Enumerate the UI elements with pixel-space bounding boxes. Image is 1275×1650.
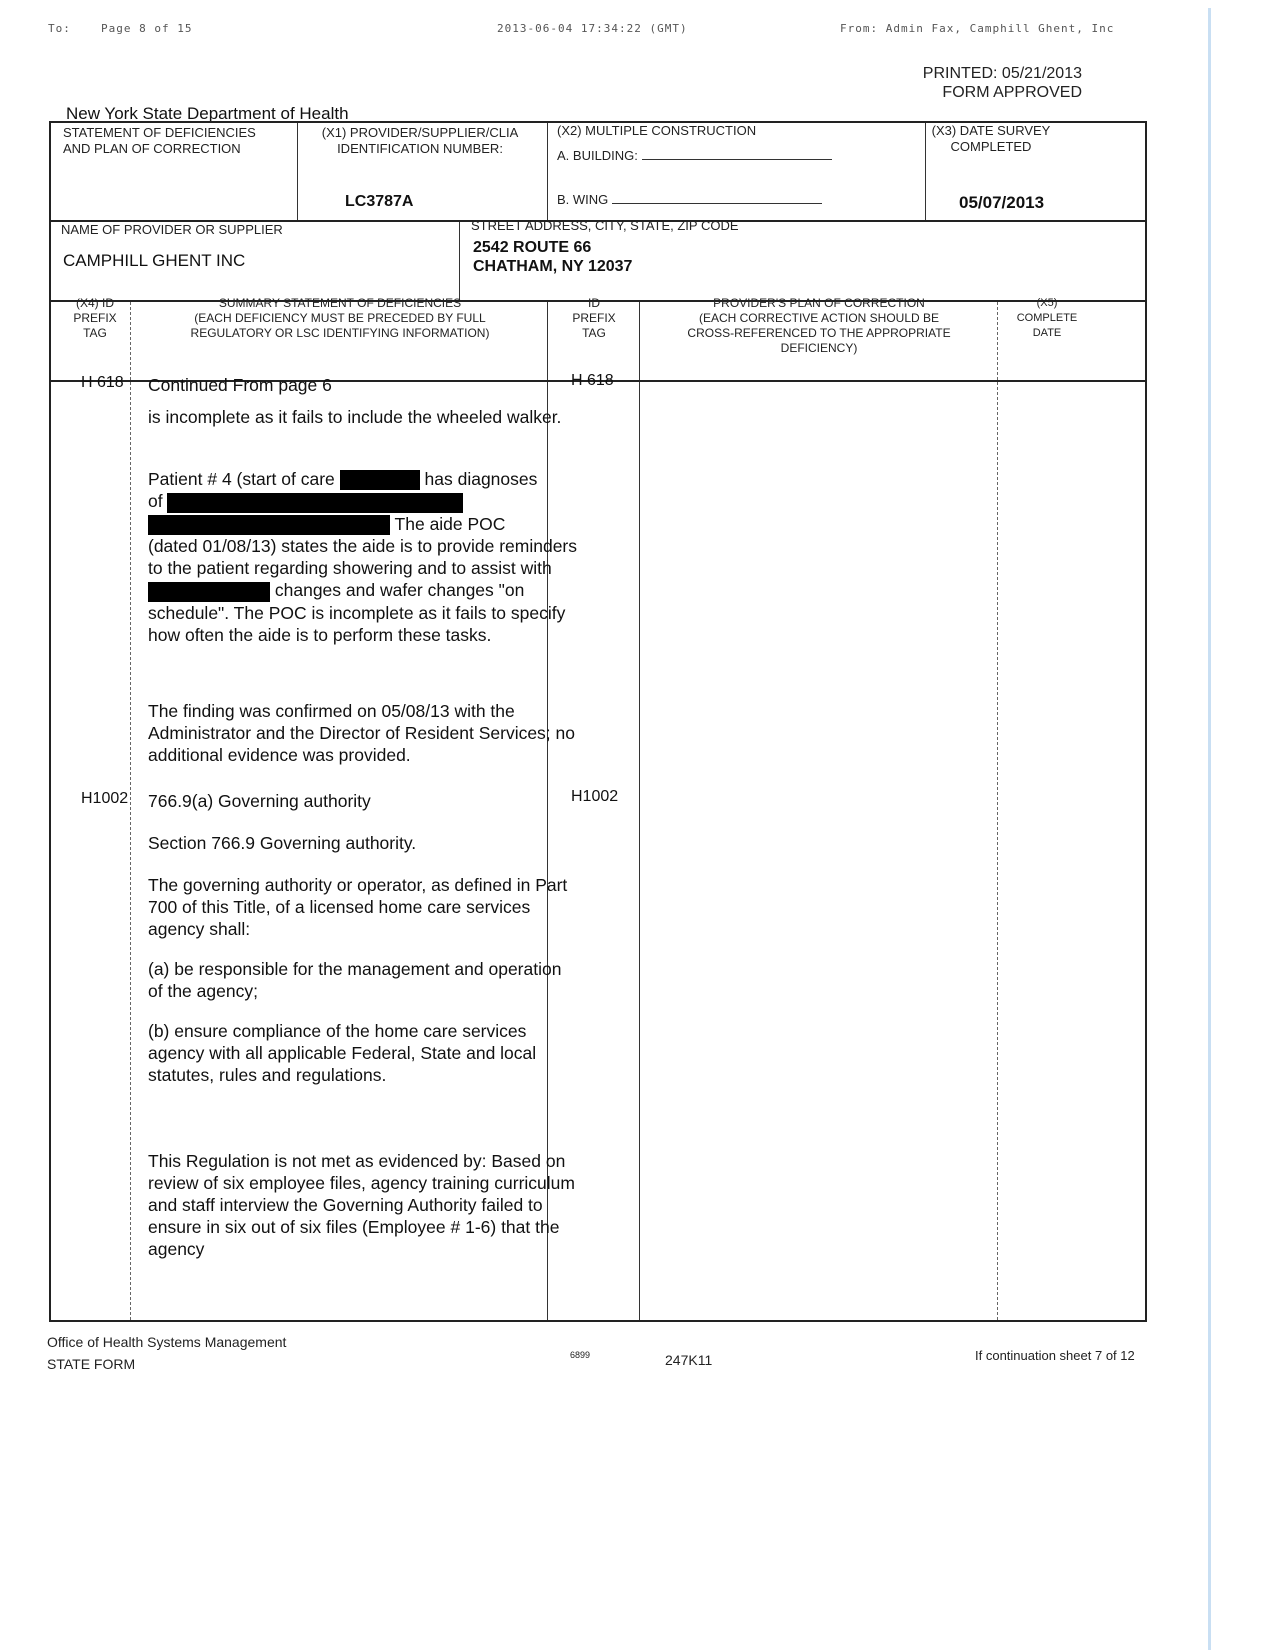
text-section-766: Section 766.9 Governing authority.: [148, 833, 417, 853]
text-patient4-e: (dated 01/08/13) states the aide is to provide reminders to the patient regarding showering and to assist with: [148, 536, 577, 579]
building-field: [557, 147, 832, 164]
wing-label: B. WING: [557, 192, 609, 207]
id-tag-h618: H 618: [571, 372, 614, 389]
printed-block: [923, 64, 1082, 102]
header-row-provider: [49, 218, 1147, 302]
statement-label: STATEMENT OF DEFICIENCIES AND PLAN OF CORRECTION: [63, 125, 256, 156]
col-x5-header: (X5) COMPLETE DATE: [1016, 297, 1078, 339]
footer-code-small: 6899: [570, 1350, 591, 1360]
wing-line: [612, 191, 822, 204]
provider-name: CAMPHILL GHENT INC: [63, 251, 246, 270]
header-row-identification: [49, 121, 1147, 222]
text-governing-def: The governing authority or operator, as defined in Part 700 of this Title, of a licensed home care services agency shall:: [148, 875, 568, 939]
address-line1: 2542 ROUTE 66: [473, 239, 592, 256]
text-incomplete: is incomplete as it fails to include the wheeled walker.: [148, 407, 562, 427]
redaction-box: [340, 470, 420, 490]
address-line2: CHATHAM, NY 12037: [473, 258, 633, 275]
x1-label: (X1) PROVIDER/SUPPLIER/CLIA IDENTIFICATION NUMBER:: [321, 125, 519, 156]
col-summary-header: SUMMARY STATEMENT OF DEFICIENCIES (EACH DEFICIENCY MUST BE PRECEDED BY FULL REGULATORY OR LSC IDENTIFYING INFORMATION): [190, 296, 490, 340]
col-x4-header: (X4) ID PREFIX TAG: [73, 296, 117, 340]
provider-name-label: NAME OF PROVIDER OR SUPPLIER: [61, 222, 283, 237]
text-regulation-not-met: This Regulation is not met as evidenced by: Based on review of six employee files, agency training curriculum and staff interview the Governing Authority failed to ensure in six out of six files (Employee # 1-6) that the agency: [148, 1151, 575, 1259]
x3-label: (X3) DATE SURVEY COMPLETED: [931, 123, 1051, 154]
form-status: FORM APPROVED: [942, 84, 1082, 101]
footer-continuation: If continuation sheet 7 of 12: [975, 1348, 1135, 1363]
deficiency-body: [49, 372, 1147, 1322]
building-line: [642, 147, 832, 160]
col-plan-header: PROVIDER'S PLAN OF CORRECTION (EACH CORRECTIVE ACTION SHOULD BE CROSS-REFERENCED TO THE APPROPRIATE DEFICIENCY): [687, 296, 951, 355]
text-patient4-a: Patient # 4 (start of care: [148, 469, 335, 489]
text-governing-authority-title: 766.9(a) Governing authority: [148, 791, 371, 811]
agency-name: New York State Department of Health: [66, 104, 349, 123]
tag-h618: H 618: [81, 374, 124, 391]
redaction-box: [167, 493, 463, 513]
redaction-box: [148, 582, 270, 602]
footer-state-form: STATE FORM: [47, 1356, 136, 1372]
building-label: A. BUILDING:: [557, 148, 638, 163]
text-patient4-d: The aide POC: [394, 513, 506, 534]
footer-office: Office of Health Systems Management: [47, 1334, 287, 1350]
text-patient4-c: of: [148, 491, 163, 512]
text-item-a: (a) be responsible for the management and operation of the agency;: [148, 959, 562, 1001]
text-patient4-f: changes and wafer changes "on schedule". The POC is incomplete as it fails to specify how often the aide is to perform these tasks.: [148, 580, 566, 645]
text-patient4: [148, 468, 578, 646]
fax-timestamp: 2013-06-04 17:34:22 (GMT): [497, 22, 688, 35]
x2-label: (X2) MULTIPLE CONSTRUCTION: [557, 123, 757, 138]
page-edge-line: [1208, 8, 1211, 1650]
x3-value: 05/07/2013: [959, 193, 1045, 212]
text-item-b: (b) ensure compliance of the home care services agency with all applicable Federal, State and local statutes, rules and regulations.: [148, 1021, 537, 1085]
text-finding-confirmed: The finding was confirmed on 05/08/13 with the Administrator and the Director of Resident Services; no additional evidence was provided.: [148, 701, 575, 765]
address-label: STREET ADDRESS, CITY, STATE, ZIP CODE: [471, 218, 739, 233]
x1-value: LC3787A: [345, 193, 414, 210]
fax-page: Page 8 of 15: [101, 22, 193, 35]
id-tag-h1002: H1002: [571, 788, 619, 805]
fax-from: From: Admin Fax, Camphill Ghent, Inc: [840, 22, 1115, 35]
column-header-row: [49, 296, 1147, 382]
tag-h1002: H1002: [81, 790, 129, 807]
text-patient4-b: has diagnoses: [424, 469, 538, 489]
address-block: [473, 238, 632, 276]
fax-to: To:: [48, 22, 71, 35]
redaction-box: [148, 515, 390, 535]
printed-date: PRINTED: 05/21/2013: [922, 65, 1082, 82]
wing-field: [557, 191, 822, 208]
col-id-header: ID PREFIX TAG: [572, 296, 616, 340]
footer-code: 247K11: [665, 1352, 713, 1368]
text-continued: Continued From page 6: [148, 375, 332, 395]
